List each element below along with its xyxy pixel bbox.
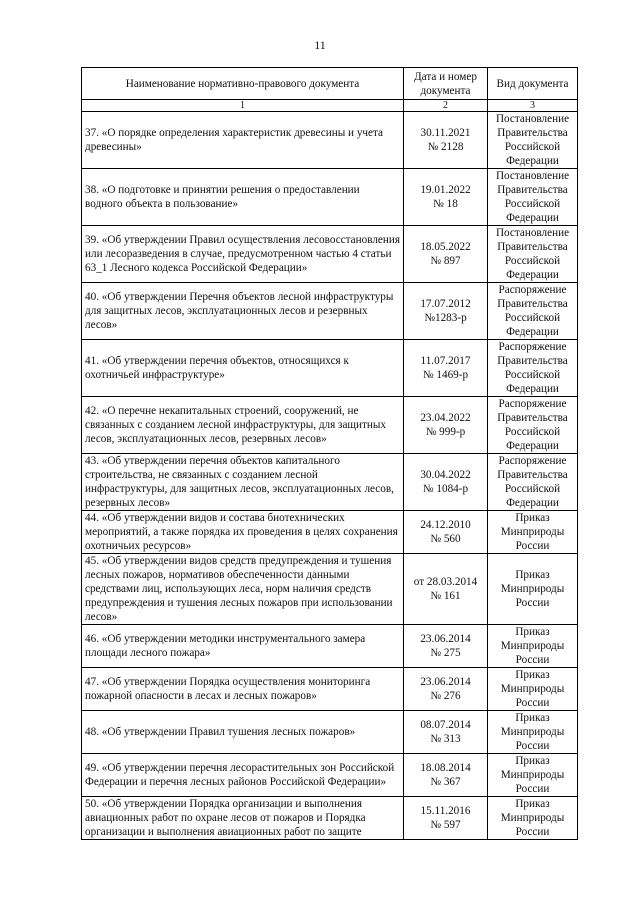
document-type-line: Распоряжение — [498, 455, 567, 467]
table-row — [82, 283, 578, 340]
table-row — [82, 668, 578, 711]
document-type-line: Приказ — [515, 755, 550, 767]
table-row — [82, 112, 578, 169]
document-name-cell: 41. «Об утверждении перечня объектов, относящихся к охотничьей инфраструктуре» — [82, 340, 404, 397]
document-name-cell: 40. «Об утверждении Перечня объектов лесной инфраструктуры для защитных лесов, эксплуатационных лесов и резервных лесов» — [82, 283, 404, 340]
document-number: № 367 — [430, 776, 461, 788]
document-name-cell: 39. «Об утверждении Правил осуществления лесовосстановления или лесоразведения в случае, предусмотренном частью 4 статьи 63_1 Лесного кодекса Российской Федерации» — [82, 226, 404, 283]
column-number: 2 — [404, 100, 488, 112]
document-type-line: Правительства — [497, 127, 568, 139]
document-date: 15.11.2016 — [420, 805, 471, 817]
date-number-cell — [404, 797, 488, 840]
document-date: 18.05.2022 — [420, 241, 471, 253]
date-number-cell — [404, 226, 488, 283]
date-number-cell — [404, 511, 488, 554]
document-type-line: Распоряжение — [498, 341, 567, 353]
document-type-line: Российской — [504, 369, 561, 381]
document-type-cell — [488, 397, 578, 454]
document-name-cell: 44. «Об утверждении видов и состава биотехнических мероприятий, а также порядка их проведения в целях сохранения охотничьих ресурсов» — [82, 511, 404, 554]
date-number-cell — [404, 754, 488, 797]
date-number-cell — [404, 112, 488, 169]
document-type-line: России — [515, 740, 550, 752]
document-number: № 1084-р — [422, 483, 469, 495]
document-number: № 999-р — [425, 426, 466, 438]
date-number-cell — [404, 625, 488, 668]
header-document-name: Наименование нормативно-правового документа — [82, 68, 404, 100]
document-type-cell — [488, 625, 578, 668]
document-type-line: Федерации — [506, 212, 559, 224]
document-type-cell — [488, 754, 578, 797]
date-number-cell — [404, 554, 488, 625]
document-name-cell: 43. «Об утверждении перечня объектов капитального строительства, не связанных с созданием лесной инфраструктуры, для защитных лесов, эксплуатационных лесов, резервных лесов» — [82, 454, 404, 511]
document-type-line: Минприроды — [500, 726, 565, 738]
document-type-line: Постановление — [495, 170, 570, 182]
document-type-line: Минприроды — [500, 640, 565, 652]
document-type-line: Правительства — [497, 241, 568, 253]
document-type-line: Федерации — [506, 326, 559, 338]
column-number-row — [82, 100, 578, 112]
document-type-line: Российской — [504, 312, 561, 324]
document-type-line: Правительства — [497, 298, 568, 310]
document-type-line: Правительства — [497, 412, 568, 424]
document-name-cell: 50. «Об утверждении Порядка организации и выполнения авиационных работ по охране лесов от пожаров и Порядка организации и выполнения авиационных работ по защите — [82, 797, 404, 840]
document-date: 18.08.2014 — [420, 762, 471, 774]
date-number-cell — [404, 454, 488, 511]
document-number: №1283-р — [424, 312, 467, 324]
document-type-line: России — [515, 826, 550, 838]
document-number: № 2128 — [427, 141, 464, 153]
document-type-line: Федерации — [506, 440, 559, 452]
column-number: 1 — [82, 100, 404, 112]
document-type-cell — [488, 283, 578, 340]
document-type-line: Правительства — [497, 355, 568, 367]
document-type-line: Правительства — [497, 184, 568, 196]
table-row — [82, 711, 578, 754]
document-type-line: Минприроды — [500, 769, 565, 781]
document-type-line: Постановление — [495, 113, 570, 125]
document-type-cell — [488, 711, 578, 754]
document-number: № 560 — [430, 533, 461, 545]
document-type-line: России — [515, 697, 550, 709]
document-type-line: России — [515, 783, 550, 795]
document-type-line: Российской — [504, 141, 561, 153]
document-name-cell: 49. «Об утверждении перечня лесорастительных зон Российской Федерации и перечня лесных районов Российской Федерации» — [82, 754, 404, 797]
document-type-line: Распоряжение — [498, 284, 567, 296]
date-number-cell — [404, 711, 488, 754]
document-type-line: Федерации — [506, 497, 559, 509]
document-type-cell — [488, 554, 578, 625]
document-type-line: Приказ — [515, 626, 550, 638]
document-type-cell — [488, 511, 578, 554]
document-type-cell — [488, 454, 578, 511]
document-date: от 28.03.2014 — [413, 576, 478, 588]
table-row — [82, 797, 578, 840]
document-number: № 161 — [430, 590, 461, 602]
document-date: 23.06.2014 — [420, 633, 471, 645]
document-type-cell — [488, 169, 578, 226]
document-date: 24.12.2010 — [420, 519, 471, 531]
document-type-line: Федерации — [506, 383, 559, 395]
document-type-line: Минприроды — [500, 526, 565, 538]
document-type-line: Федерации — [506, 269, 559, 281]
document-date: 08.07.2014 — [420, 719, 471, 731]
document-name-cell: 46. «Об утверждении методики инструментального замера площади лесного пожара» — [82, 625, 404, 668]
document-type-line: Приказ — [515, 512, 550, 524]
document-date: 11.07.2017 — [420, 355, 471, 367]
date-number-cell — [404, 169, 488, 226]
document-number: № 1469-р — [422, 369, 469, 381]
document-date: 30.04.2022 — [420, 469, 471, 481]
document-number: № 276 — [430, 690, 461, 702]
document-number: № 18 — [433, 198, 458, 210]
document-name-cell: 45. «Об утверждении видов средств предупреждения и тушения лесных пожаров, нормативов обеспеченности данными средствами лиц, использующих леса, норм наличия средств предупреждения и тушения лесных пожаров при использовании лесов» — [82, 554, 404, 625]
document-type-cell — [488, 797, 578, 840]
date-number-cell — [404, 397, 488, 454]
table-row — [82, 511, 578, 554]
document-number: № 597 — [430, 819, 461, 831]
document-type-cell — [488, 226, 578, 283]
document-name-cell: 48. «Об утверждении Правил тушения лесных пожаров» — [82, 711, 404, 754]
document-number: № 275 — [430, 647, 461, 659]
table-row — [82, 454, 578, 511]
date-number-cell — [404, 668, 488, 711]
document-type-line: Правительства — [497, 469, 568, 481]
document-type-line: Российской — [504, 483, 561, 495]
documents-table — [81, 67, 578, 840]
document-type-line: Распоряжение — [498, 398, 567, 410]
document-type-cell — [488, 340, 578, 397]
column-number: 3 — [488, 100, 578, 112]
document-date: 30.11.2021 — [420, 127, 471, 139]
document-type-line: Приказ — [515, 669, 550, 681]
table-row — [82, 754, 578, 797]
table-row — [82, 340, 578, 397]
document-type-cell — [488, 668, 578, 711]
document-date: 17.07.2012 — [420, 298, 471, 310]
date-number-cell — [404, 283, 488, 340]
date-number-cell — [404, 340, 488, 397]
document-date: 19.01.2022 — [420, 184, 471, 196]
document-date: 23.06.2014 — [420, 676, 471, 688]
document-type-line: Российской — [504, 426, 561, 438]
document-name-cell: 42. «О перечне некапитальных строений, сооружений, не связанных с созданием лесной инфраструктуры, для защитных лесов, эксплуатационных лесов, резервных лесов» — [82, 397, 404, 454]
header-date-number: Дата и номер документа — [404, 68, 488, 100]
document-type-cell — [488, 112, 578, 169]
document-type-line: Приказ — [515, 569, 550, 581]
table-row — [82, 397, 578, 454]
document-type-line: Минприроды — [500, 583, 565, 595]
table-row — [82, 169, 578, 226]
document-type-line: России — [515, 654, 550, 666]
document-type-line: Российской — [504, 255, 561, 267]
document-type-line: Федерации — [506, 155, 559, 167]
table-header — [82, 68, 578, 100]
document-type-line: Российской — [504, 198, 561, 210]
document-number: № 897 — [430, 255, 461, 267]
page-number: 11 — [314, 38, 326, 52]
document-type-line: России — [515, 540, 550, 552]
document-type-line: Приказ — [515, 712, 550, 724]
document-name-cell: 37. «О порядке определения характеристик древесины и учета древесины» — [82, 112, 404, 169]
document-name-cell: 38. «О подготовке и принятии решения о предоставлении водного объекта в пользование» — [82, 169, 404, 226]
table-row — [82, 554, 578, 625]
document-type-line: Минприроды — [500, 683, 565, 695]
document-type-line: Минприроды — [500, 812, 565, 824]
table-row — [82, 226, 578, 283]
document-date: 23.04.2022 — [420, 412, 471, 424]
header-document-type: Вид документа — [488, 68, 578, 100]
table-row — [82, 625, 578, 668]
document-number: № 313 — [430, 733, 461, 745]
document-type-line: Приказ — [515, 798, 550, 810]
document-type-line: Постановление — [495, 227, 570, 239]
document-name-cell: 47. «Об утверждении Порядка осуществления мониторинга пожарной опасности в лесах и лесных пожаров» — [82, 668, 404, 711]
document-type-line: России — [515, 597, 550, 609]
